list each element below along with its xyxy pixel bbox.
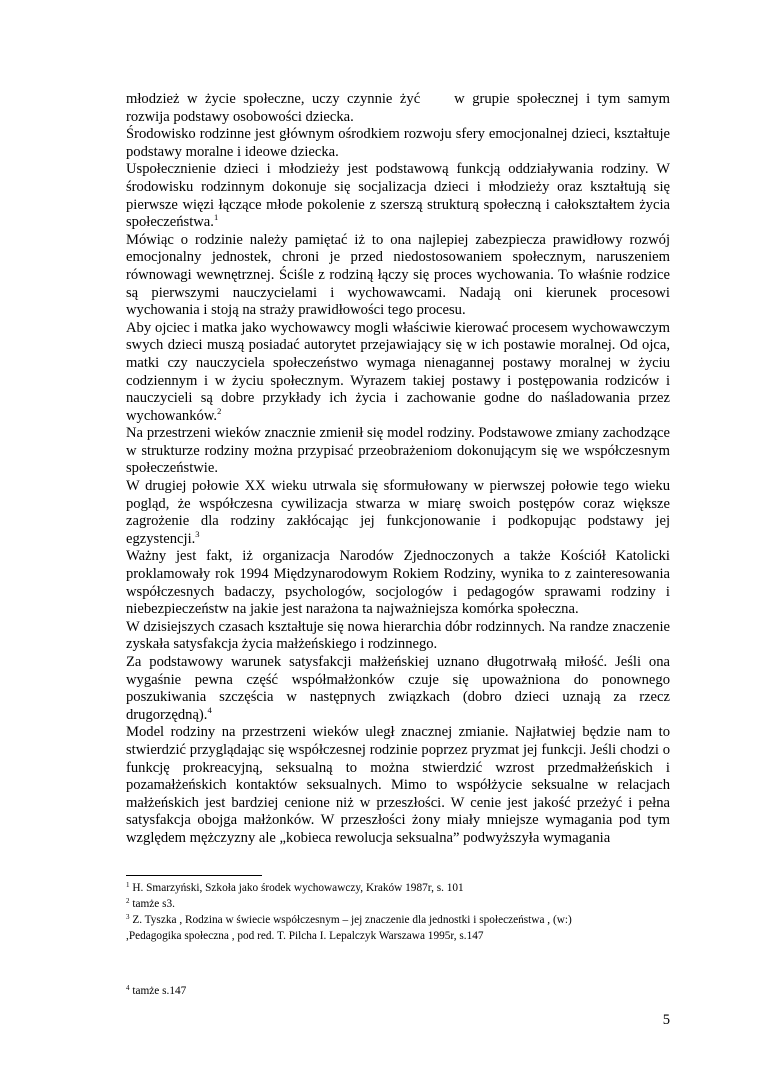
footnote-ref: 1: [213, 212, 219, 223]
footnote-ref: 3: [195, 528, 200, 539]
paragraph: Uspołecznienie dzieci i młodzieży jest podstawową funkcją oddziaływania rodziny. W środowisku rodzinnym dokonuje się socjalizacja dzieci i młodzieży oraz kształtują się pierwsze więzi łączące młode pokolenie z szerszą strukturą społeczną i całokształtem życia społeczeństwa.$^1$: [126, 161, 670, 231]
footnotes: [126, 880, 686, 999]
footnote-continuation: ,Pedagogika społeczna , pod red. T. Pilcha I. Lepalczyk Warszawa 1995r, s.147: [126, 930, 484, 942]
page-number: 5: [662, 1012, 670, 1028]
paragraph: młodzież w życie społeczne, uczy czynnie żyć w grupie społecznej i tym samym rozwija podstawy osobowości dziecka.: [126, 91, 670, 125]
footnote-separator: [126, 875, 262, 876]
footnote: $^1$ H. Smarzyński, Szkoła jako środek wychowawczy, Kraków 1987r, s. 101: [126, 881, 464, 894]
footnote: $^2$ tamże s3.: [126, 897, 175, 910]
paragraph: Mówiąc o rodzinie należy pamiętać iż to ona najlepiej zabezpiecza prawidłowy rozwój emocjonalny jednostek, chroni je przed niedostosowaniem społecznym, naruszeniem równowagi wewnętrznej. Ściśle z rodziną łączy się proces wychowania. To właśnie rodzice są pierwszymi nauczycielami i wychowawcami. Nadają oni kierunek procesowi wychowania i stoją na straży prawidłowości tego procesu.: [126, 231, 670, 319]
paragraph: W drugiej połowie XX wieku utrwala się sformułowany w pierwszej połowie tego wieku pogląd, że współczesna cywilizacja stwarza w miarę swoich postępów coraz większe zagrożenie dla rodziny zakłócając jej funkcjonowanie i podkopując podstawy jej egzystencji.$^3$: [126, 478, 670, 547]
paragraph: Środowisko rodzinne jest głównym ośrodkiem rozwoju sfery emocjonalnej dzieci, kształtuje podstawy moralne i ideowe dziecka.: [126, 126, 670, 160]
body-text: [126, 91, 670, 848]
paragraph: W dzisiejszych czasach kształtuje się nowa hierarchia dóbr rodzinnych. Na randze znaczenie zyskała satysfakcja życia małżeńskiego i rodzinnego.: [126, 618, 670, 653]
paragraph: Ważny jest fakt, iż organizacja Narodów Zjednoczonych a także Kościół Katolicki proklamowały rok 1994 Międzynarodowym Rokiem Rodziny, wynika to z zainteresowania współczesnych badaczy, psychologów, socjologów i pedagogów sprawami rodziny i niebezpieczeństw na jakie jest narażona ta najważniejsza komórka społeczna.: [126, 548, 670, 618]
paragraph: Model rodziny na przestrzeni wieków uległ znacznej zmianie. Najłatwiej będzie nam to stwierdzić przyglądając się współczesnej rodzinie poprzez pryzmat jej funkcji. Jeśli chodzi o funkcję prokreacyjną, seksualną to można stwierdzić wzrost przedmałżeńskich i pozamałżeńskich kontaktów seksualnych. Mimo to współżycie seksualne w relacjach małżeńskich jest bardziej cenione niż w przeszłości. W cenie jest jakość przeżyć i pełna satysfakcja obojga małżonków. W przeszłości żony miały mniejsze wymagania pod tym względem mężczyzny ale „kobieca rewolucja seksualna” podwyższyła wymagania: [126, 724, 670, 846]
paragraph: Aby ojciec i matka jako wychowawcy mogli właściwie kierować procesem wychowawczym swych dzieci muszą posiadać autorytet przejawiający się w ich postawie moralnej. Od ojca, matki czy nauczyciela społeczeństwo wymaga nienagannej postawy moralnej w życiu codziennym i w życiu społecznym. Wyrazem takiej postawy i postępowania rodziców i nauczycieli są dobre przykłady ich życia i zachowanie godne do naśladowania przez wychowanków.$^2$: [126, 319, 670, 424]
paragraph: Za podstawowy warunek satysfakcji małżeńskiej uznano długotrwałą miłość. Jeśli ona wygaśnie pewna część współmałżonków czuje się upoważniona do ponownego poszukiwania szczęścia w następnych związkach (dobro dzieci uznają za rzecz drugorzędną).$^4$: [126, 654, 670, 723]
paragraph: Na przestrzeni wieków znacznie zmienił się model rodziny. Podstawowe zmiany zachodzące w strukturze rodziny można przypisać przeobrażeniom dokonującym się we współczesnym społeczeństwie.: [126, 425, 670, 477]
footnote: $^4$ tamże s.147: [126, 984, 187, 997]
footnote-ref: 2: [217, 405, 222, 416]
footnote: $^3$ Z. Tyszka , Rodzina w świecie współczesnym – jej znaczenie dla jednostki i społeczeństwa , (w:): [126, 913, 572, 926]
footnote-ref: 4: [207, 704, 212, 715]
